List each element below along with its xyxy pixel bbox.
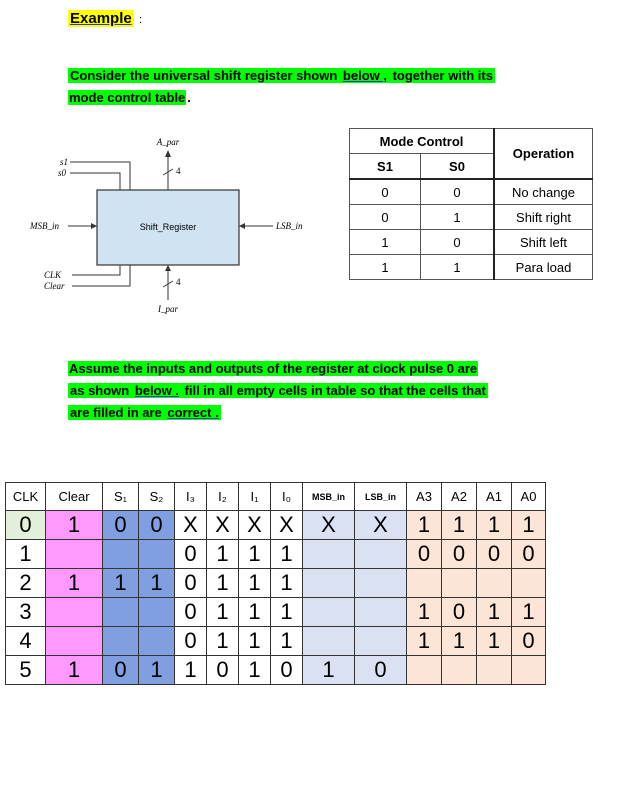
clk-label: CLK bbox=[44, 270, 62, 280]
table-cell: 1 bbox=[46, 569, 103, 598]
header-cell: A1 bbox=[477, 483, 512, 511]
assume-text-1: Assume the inputs and outputs of the register at clock pulse 0 are bbox=[69, 361, 478, 376]
table-cell: 5 bbox=[6, 656, 46, 685]
mode-control-header: Mode Control bbox=[350, 129, 495, 154]
mode-op: Para load bbox=[494, 255, 593, 280]
table-cell bbox=[303, 598, 355, 627]
lsb-in-label: LSB_in bbox=[276, 221, 303, 231]
table-cell bbox=[512, 656, 546, 685]
table-cell bbox=[477, 569, 512, 598]
table-cell: 1 bbox=[239, 627, 271, 656]
table-cell bbox=[139, 540, 175, 569]
shift-register-diagram bbox=[0, 125, 340, 325]
table-cell: 1 bbox=[512, 511, 546, 540]
table-cell: 1 bbox=[207, 540, 239, 569]
table-cell: 0 bbox=[407, 540, 442, 569]
table-row bbox=[6, 598, 546, 627]
mode-s0: 1 bbox=[421, 205, 495, 230]
title-colon: : bbox=[139, 14, 143, 26]
header-cell: A3 bbox=[407, 483, 442, 511]
table-cell: 3 bbox=[6, 598, 46, 627]
table-cell bbox=[139, 598, 175, 627]
table-cell: 0 bbox=[103, 656, 139, 685]
table-cell: 1 bbox=[207, 569, 239, 598]
table-cell bbox=[46, 540, 103, 569]
table-cell: X bbox=[303, 511, 355, 540]
table-cell: X bbox=[175, 511, 207, 540]
header-cell: MSB_in bbox=[303, 483, 355, 511]
header-cell: I₀ bbox=[271, 483, 303, 511]
table-cell: 1 bbox=[407, 511, 442, 540]
table-cell bbox=[355, 598, 407, 627]
assume-line-1 bbox=[68, 359, 478, 379]
intro-line-1 bbox=[68, 66, 495, 86]
mode-s0: 0 bbox=[421, 230, 495, 255]
msb-in-label: MSB_in bbox=[30, 221, 59, 231]
table-cell: 0 bbox=[6, 511, 46, 540]
header-cell: I₃ bbox=[175, 483, 207, 511]
intro-line-2 bbox=[68, 88, 192, 108]
table-cell: 0 bbox=[175, 627, 207, 656]
header-cell: LSB_in bbox=[355, 483, 407, 511]
assume-text-2b: fill in all empty cells in table so that the cells that bbox=[180, 383, 486, 398]
table-row bbox=[6, 627, 546, 656]
table-cell bbox=[355, 540, 407, 569]
table-cell: 0 bbox=[175, 540, 207, 569]
intro-below-link: below , bbox=[342, 68, 387, 83]
table-cell: 1 bbox=[271, 627, 303, 656]
a-par-label: A_par bbox=[156, 137, 180, 147]
table-cell: 1 bbox=[239, 598, 271, 627]
mode-row bbox=[350, 179, 593, 205]
table-cell: 1 bbox=[271, 540, 303, 569]
table-cell: 1 bbox=[175, 656, 207, 685]
table-cell: 1 bbox=[442, 627, 477, 656]
mode-s1: 0 bbox=[350, 205, 421, 230]
table-cell: 1 bbox=[139, 656, 175, 685]
table-cell bbox=[355, 627, 407, 656]
assume-correct-link: correct . bbox=[167, 405, 219, 420]
table-cell bbox=[477, 656, 512, 685]
table-cell: 1 bbox=[271, 598, 303, 627]
table-cell bbox=[442, 569, 477, 598]
table-cell: 1 bbox=[103, 569, 139, 598]
operation-header: Operation bbox=[494, 129, 593, 180]
table-cell: 0 bbox=[139, 511, 175, 540]
bus-width-bottom: 4 bbox=[176, 277, 181, 287]
table-cell bbox=[46, 598, 103, 627]
table-cell: 0 bbox=[512, 540, 546, 569]
table-cell: 0 bbox=[477, 540, 512, 569]
table-cell: 1 bbox=[6, 540, 46, 569]
table-cell: 0 bbox=[103, 511, 139, 540]
mode-op: Shift right bbox=[494, 205, 593, 230]
mode-s0: 0 bbox=[421, 179, 495, 205]
table-cell: 1 bbox=[477, 511, 512, 540]
table-cell bbox=[355, 569, 407, 598]
assume-text-3a: are filled in are bbox=[70, 405, 166, 420]
assume-line-3 bbox=[68, 403, 221, 423]
mode-s1: 1 bbox=[350, 255, 421, 280]
mode-s0: 1 bbox=[421, 255, 495, 280]
table-cell: 1 bbox=[139, 569, 175, 598]
register-label: Shift_Register bbox=[139, 222, 197, 232]
s0-label: s0 bbox=[58, 168, 67, 178]
table-cell bbox=[512, 569, 546, 598]
example-title: Example bbox=[70, 10, 132, 27]
table-cell: 1 bbox=[407, 627, 442, 656]
table-cell bbox=[303, 540, 355, 569]
table-row bbox=[6, 511, 546, 540]
header-cell: I₁ bbox=[239, 483, 271, 511]
header-cell: Clear bbox=[46, 483, 103, 511]
table-cell: 4 bbox=[6, 627, 46, 656]
table-cell bbox=[103, 540, 139, 569]
header-cell: I₂ bbox=[207, 483, 239, 511]
table-cell: 1 bbox=[46, 656, 103, 685]
s1-header: S1 bbox=[350, 154, 421, 180]
table-cell bbox=[407, 656, 442, 685]
table-cell: 0 bbox=[175, 598, 207, 627]
table-row bbox=[6, 540, 546, 569]
clear-label: Clear bbox=[44, 281, 65, 291]
table-cell: X bbox=[239, 511, 271, 540]
table-row bbox=[6, 569, 546, 598]
table-cell: 0 bbox=[442, 540, 477, 569]
table-cell: 1 bbox=[303, 656, 355, 685]
mode-row bbox=[350, 255, 593, 280]
mode-control-table bbox=[349, 128, 593, 280]
table-cell bbox=[103, 627, 139, 656]
table-cell: 1 bbox=[239, 569, 271, 598]
i-par-label: I_par bbox=[158, 304, 178, 314]
table-cell: X bbox=[355, 511, 407, 540]
header-cell: A0 bbox=[512, 483, 546, 511]
table-cell bbox=[46, 627, 103, 656]
table-cell: 1 bbox=[512, 598, 546, 627]
mode-op: Shift left bbox=[494, 230, 593, 255]
table-cell: 0 bbox=[442, 598, 477, 627]
assume-line-2 bbox=[68, 381, 488, 401]
table-cell: 1 bbox=[477, 598, 512, 627]
header-cell: CLK bbox=[6, 483, 46, 511]
table-cell bbox=[442, 656, 477, 685]
mode-op: No change bbox=[494, 179, 593, 205]
table-cell bbox=[303, 627, 355, 656]
header-cell: A2 bbox=[442, 483, 477, 511]
table-cell: 1 bbox=[239, 540, 271, 569]
table-cell: 0 bbox=[271, 656, 303, 685]
s0-header: S0 bbox=[421, 154, 495, 180]
intro-text-1: Consider the universal shift register shown bbox=[70, 68, 341, 83]
table-cell: 2 bbox=[6, 569, 46, 598]
table-cell: 1 bbox=[207, 598, 239, 627]
intro-text-2: mode control table bbox=[69, 90, 186, 105]
table-cell: 0 bbox=[175, 569, 207, 598]
table-cell: 0 bbox=[512, 627, 546, 656]
bus-width-top: 4 bbox=[176, 166, 181, 176]
mode-row bbox=[350, 205, 593, 230]
table-cell bbox=[303, 569, 355, 598]
header-cell: S₂ bbox=[139, 483, 175, 511]
assume-below-link: below . bbox=[134, 383, 179, 398]
table-cell: 0 bbox=[355, 656, 407, 685]
table-row bbox=[6, 656, 546, 685]
table-cell bbox=[407, 569, 442, 598]
table-cell: X bbox=[207, 511, 239, 540]
mode-row bbox=[350, 230, 593, 255]
s1-label: s1 bbox=[60, 157, 69, 167]
table-cell: 1 bbox=[407, 598, 442, 627]
mode-s1: 1 bbox=[350, 230, 421, 255]
table-cell bbox=[139, 627, 175, 656]
intro-text-1-end: together with its bbox=[388, 68, 493, 83]
table-cell: 1 bbox=[271, 569, 303, 598]
intro-dot: . bbox=[187, 90, 191, 105]
table-cell: 1 bbox=[46, 511, 103, 540]
table-header-row bbox=[6, 483, 546, 511]
table-cell: 0 bbox=[207, 656, 239, 685]
mode-s1: 0 bbox=[350, 179, 421, 205]
table-cell: 1 bbox=[239, 656, 271, 685]
state-table bbox=[5, 482, 546, 685]
header-cell: S₁ bbox=[103, 483, 139, 511]
table-cell: 1 bbox=[477, 627, 512, 656]
table-cell: X bbox=[271, 511, 303, 540]
assume-text-2a: as shown bbox=[70, 383, 133, 398]
table-cell: 1 bbox=[442, 511, 477, 540]
table-cell: 1 bbox=[207, 627, 239, 656]
table-cell bbox=[103, 598, 139, 627]
